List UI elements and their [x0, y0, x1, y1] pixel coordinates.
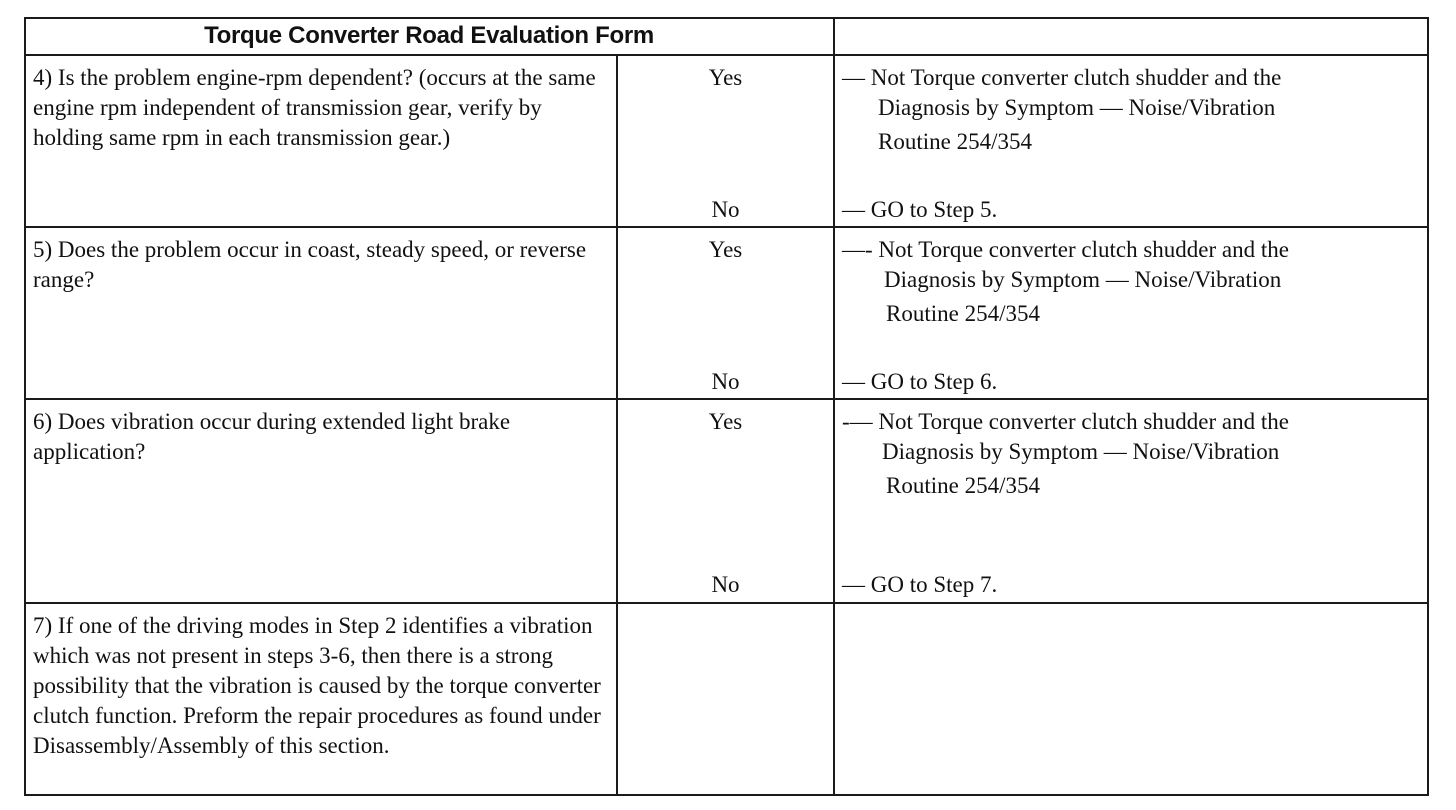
step-5-yes-result-line1: —- Not Torque converter clutch shudder and the	[842, 237, 1289, 262]
step-4-no-label: No	[711, 197, 740, 222]
divider-column-result	[833, 17, 835, 796]
step-4-yes-label: Yes	[708, 65, 743, 90]
step-7-question: 7) If one of the driving modes in Step 2 identifies a vibration which was not present in steps 3-6, then there is a strong possibility that the vibration is caused by the torque converter clutch function. Preform the repair procedures as found under Disassembly/Assembly of this section.	[33, 613, 601, 758]
step-6-yes-label: Yes	[708, 409, 743, 434]
border-left	[24, 17, 26, 796]
step-4-yes-result-line1: — Not Torque converter clutch shudder and the	[842, 65, 1282, 90]
step-4-yes-result	[842, 63, 1422, 157]
border-right	[1427, 17, 1429, 796]
step-5-no-label: No	[711, 369, 740, 394]
step-4-no-result: — GO to Step 5.	[842, 197, 998, 222]
step-5-yes-result-line2: Diagnosis by Symptom — Noise/Vibration	[884, 267, 1282, 292]
step-6-yes-result-line3: Routine 254/354	[886, 473, 1040, 498]
step-6-no-result: — GO to Step 7.	[842, 572, 998, 597]
step-6-yes-result	[842, 407, 1422, 501]
border-bottom	[24, 794, 1429, 796]
step-6-no-label: No	[711, 572, 740, 597]
step-4-yes-result-line2: Diagnosis by Symptom — Noise/Vibration	[878, 95, 1276, 120]
step-4-yes-result-line3: Routine 254/354	[878, 129, 1032, 154]
step-5-yes-result-line3: Routine 254/354	[886, 301, 1040, 326]
step-5-no-result: — GO to Step 6.	[842, 369, 998, 394]
step-5-yes-result	[842, 235, 1422, 329]
form-title: Torque Converter Road Evaluation Form	[204, 22, 654, 49]
step-5-question: 5) Does the problem occur in coast, steady speed, or reverse range?	[33, 237, 587, 292]
divider-step5	[24, 398, 1429, 400]
step-4-question: 4) Is the problem engine-rpm dependent? (occurs at the same engine rpm independent of transmission gear, verify by holding same rpm in each transmission gear.)	[33, 65, 596, 150]
step-6-yes-result-line2: Diagnosis by Symptom — Noise/Vibration	[882, 439, 1280, 464]
divider-step6	[24, 602, 1429, 604]
step-6-question: 6) Does vibration occur during extended light brake application?	[33, 409, 511, 464]
evaluation-form	[24, 17, 1429, 796]
step-6-yes-result-line1: -— Not Torque converter clutch shudder and the	[842, 409, 1289, 434]
step-5-yes-label: Yes	[708, 237, 743, 262]
divider-step4	[24, 226, 1429, 228]
